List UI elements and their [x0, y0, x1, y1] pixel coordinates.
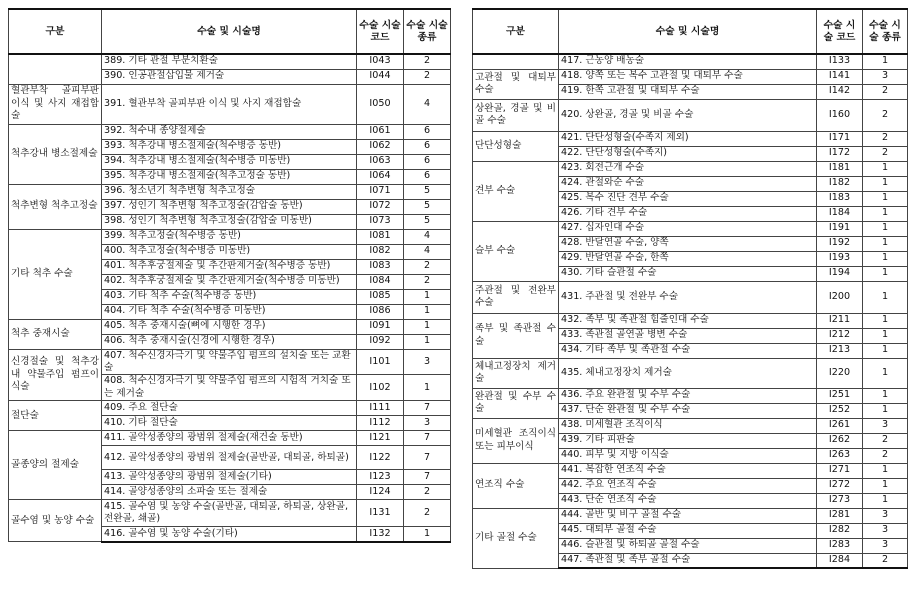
count-cell: 1: [863, 493, 908, 508]
name-cell: 442. 주요 연조직 수술: [559, 478, 817, 493]
code-cell: I183: [817, 191, 863, 206]
name-cell: 399. 척추고정술(척수병증 동반): [102, 229, 357, 244]
count-cell: 1: [863, 478, 908, 493]
category-cell: 골종양의 절제술: [9, 431, 102, 500]
category-cell: 척추변형 척추고정술: [9, 184, 102, 229]
code-cell: I082: [357, 244, 404, 259]
name-cell: 446. 슬관절 및 하퇴골 골절 수술: [559, 538, 817, 553]
count-cell: 3: [863, 69, 908, 84]
count-cell: 1: [404, 334, 451, 349]
name-cell: 447. 족관절 및 족부 골절 수술: [559, 553, 817, 568]
code-cell: I081: [357, 229, 404, 244]
category-cell: 슬부 수술: [473, 221, 559, 281]
category-cell: 신경절술 및 척추강내 약물주입 펌프이식술: [9, 349, 102, 401]
name-cell: 390. 인공관절삽입물 제거술: [102, 69, 357, 84]
code-cell: I284: [817, 553, 863, 568]
code-cell: I131: [357, 500, 404, 527]
count-cell: 1: [863, 266, 908, 281]
code-cell: I123: [357, 470, 404, 485]
count-cell: 4: [404, 244, 451, 259]
table-row: [9, 229, 451, 244]
header-name: 수술 및 시술명: [559, 9, 817, 54]
table-row: [9, 349, 451, 375]
count-cell: 4: [404, 84, 451, 124]
name-cell: 422. 단단성형술(수족지): [559, 146, 817, 161]
count-cell: 7: [404, 431, 451, 446]
name-cell: 402. 척추후궁절제술 및 추간판제거술(척수병증 미동반): [102, 274, 357, 289]
table-row: [9, 319, 451, 334]
code-cell: I160: [817, 99, 863, 131]
category-cell: 완관절 및 수부 수술: [473, 388, 559, 418]
code-cell: I061: [357, 124, 404, 139]
name-cell: 433. 족관절 골연골 병변 수술: [559, 328, 817, 343]
count-cell: 1: [404, 304, 451, 319]
count-cell: 6: [404, 154, 451, 169]
category-cell: 견부 수술: [473, 161, 559, 221]
code-cell: I200: [817, 281, 863, 313]
code-cell: I172: [817, 146, 863, 161]
code-cell: I124: [357, 485, 404, 500]
name-cell: 412. 골악성종양의 광범위 절제술(골반골, 대퇴골, 하퇴골): [102, 446, 357, 470]
header-code: 수술 시술 코드: [357, 9, 404, 54]
header-category: 구분: [9, 9, 102, 54]
name-cell: 393. 척추강내 병소절제술(척수병증 동반): [102, 139, 357, 154]
code-cell: I062: [357, 139, 404, 154]
code-cell: I091: [357, 319, 404, 334]
code-cell: I262: [817, 433, 863, 448]
code-cell: I184: [817, 206, 863, 221]
code-cell: I182: [817, 176, 863, 191]
name-cell: 443. 단순 연조직 수술: [559, 493, 817, 508]
count-cell: 2: [404, 259, 451, 274]
header-row: [473, 9, 908, 54]
code-cell: I220: [817, 358, 863, 388]
name-cell: 411. 골악성종양의 광범위 절제술(재건술 동반): [102, 431, 357, 446]
count-cell: 3: [863, 523, 908, 538]
code-cell: I212: [817, 328, 863, 343]
code-cell: I191: [817, 221, 863, 236]
code-cell: I102: [357, 375, 404, 401]
code-cell: I272: [817, 478, 863, 493]
count-cell: 1: [863, 328, 908, 343]
code-cell: I251: [817, 388, 863, 403]
category-cell: 상완골, 경골 및 비골 수술: [473, 99, 559, 131]
count-cell: 2: [863, 553, 908, 568]
count-cell: 5: [404, 184, 451, 199]
name-cell: 407. 척수신경자극기 및 약물주입 펌프의 설치술 또는 교환술: [102, 349, 357, 375]
table-row: [473, 358, 908, 388]
category-cell: 미세혈관 조직이식 또는 피부이식: [473, 418, 559, 463]
code-cell: I072: [357, 199, 404, 214]
table-row: [473, 69, 908, 84]
count-cell: 1: [863, 313, 908, 328]
code-cell: I194: [817, 266, 863, 281]
surgery-table-right: [472, 8, 908, 569]
count-cell: 7: [404, 446, 451, 470]
table-body: [9, 54, 451, 542]
name-cell: 419. 한쪽 고관절 및 대퇴부 수술: [559, 84, 817, 99]
name-cell: 414. 골양성종양의 소파술 또는 절제술: [102, 485, 357, 500]
code-cell: I073: [357, 214, 404, 229]
count-cell: 6: [404, 124, 451, 139]
category-cell: 주관절 및 전완부 수술: [473, 281, 559, 313]
code-cell: I063: [357, 154, 404, 169]
category-cell: [9, 54, 102, 84]
name-cell: 441. 복잡한 연조직 수술: [559, 463, 817, 478]
category-cell: 체내고정장치 제거술: [473, 358, 559, 388]
code-cell: I043: [357, 54, 404, 69]
count-cell: 1: [404, 319, 451, 334]
count-cell: 1: [863, 191, 908, 206]
code-cell: I211: [817, 313, 863, 328]
count-cell: 7: [404, 401, 451, 416]
code-cell: I092: [357, 334, 404, 349]
surgery-table-left: [8, 8, 451, 543]
count-cell: 2: [863, 433, 908, 448]
count-cell: 1: [863, 251, 908, 266]
name-cell: 437. 단순 완관절 및 수부 수술: [559, 403, 817, 418]
code-cell: I192: [817, 236, 863, 251]
name-cell: 444. 골반 및 비구 골절 수술: [559, 508, 817, 523]
name-cell: 430. 기타 슬관절 수술: [559, 266, 817, 281]
name-cell: 413. 골악성종양의 광범위 절제술(기타): [102, 470, 357, 485]
code-cell: I112: [357, 416, 404, 431]
count-cell: 4: [404, 229, 451, 244]
count-cell: 1: [404, 527, 451, 542]
table-row: [473, 161, 908, 176]
table-body: [473, 54, 908, 568]
count-cell: 1: [863, 358, 908, 388]
name-cell: 404. 기타 척추 수술(척수병증 미동반): [102, 304, 357, 319]
count-cell: 2: [404, 54, 451, 69]
category-cell: 혈관부착 골피부판 이식 및 사지 재접합술: [9, 84, 102, 124]
count-cell: 1: [404, 375, 451, 401]
table-row: [9, 84, 451, 124]
code-cell: I121: [357, 431, 404, 446]
count-cell: 3: [863, 508, 908, 523]
category-cell: 기타 척추 수술: [9, 229, 102, 319]
header-row: [9, 9, 451, 54]
code-cell: I281: [817, 508, 863, 523]
count-cell: 7: [404, 470, 451, 485]
count-cell: 2: [404, 69, 451, 84]
name-cell: 424. 관절와순 수술: [559, 176, 817, 191]
count-cell: 5: [404, 199, 451, 214]
code-cell: I261: [817, 418, 863, 433]
code-cell: I181: [817, 161, 863, 176]
count-cell: 2: [863, 448, 908, 463]
name-cell: 392. 척수내 종양절제술: [102, 124, 357, 139]
name-cell: 435. 체내고정장치 제거술: [559, 358, 817, 388]
name-cell: 436. 주요 완관절 및 수부 수술: [559, 388, 817, 403]
count-cell: 1: [863, 463, 908, 478]
count-cell: 2: [863, 131, 908, 146]
count-cell: 1: [863, 343, 908, 358]
name-cell: 423. 회전근개 수술: [559, 161, 817, 176]
count-cell: 2: [404, 500, 451, 527]
name-cell: 406. 척추 중재시술(신경에 시행한 경우): [102, 334, 357, 349]
code-cell: I044: [357, 69, 404, 84]
category-cell: 족부 및 족관절 수술: [473, 313, 559, 358]
name-cell: 397. 성인기 척추변형 척추고정술(감압술 동반): [102, 199, 357, 214]
code-cell: I213: [817, 343, 863, 358]
header-category: 구분: [473, 9, 559, 54]
code-cell: I122: [357, 446, 404, 470]
name-cell: 440. 피부 및 지방 이식술: [559, 448, 817, 463]
name-cell: 427. 십자인대 수술: [559, 221, 817, 236]
code-cell: I084: [357, 274, 404, 289]
code-cell: I085: [357, 289, 404, 304]
name-cell: 400. 척추고정술(척수병증 미동반): [102, 244, 357, 259]
header-name: 수술 및 시술명: [102, 9, 357, 54]
name-cell: 432. 족부 및 족관절 힘줄인대 수술: [559, 313, 817, 328]
table-row: [473, 99, 908, 131]
code-cell: I086: [357, 304, 404, 319]
code-cell: I050: [357, 84, 404, 124]
name-cell: 429. 반달연골 수술, 한쪽: [559, 251, 817, 266]
count-cell: 2: [404, 274, 451, 289]
code-cell: I283: [817, 538, 863, 553]
count-cell: 5: [404, 214, 451, 229]
table-row: [9, 184, 451, 199]
code-cell: I141: [817, 69, 863, 84]
count-cell: 2: [404, 485, 451, 500]
category-cell: 절단술: [9, 401, 102, 431]
name-cell: 439. 기타 피판술: [559, 433, 817, 448]
name-cell: 434. 기타 족부 및 족관절 수술: [559, 343, 817, 358]
count-cell: 1: [863, 206, 908, 221]
name-cell: 428. 반달연골 수술, 양쪽: [559, 236, 817, 251]
count-cell: 1: [863, 388, 908, 403]
count-cell: 1: [863, 161, 908, 176]
name-cell: 409. 주요 절단술: [102, 401, 357, 416]
code-cell: I071: [357, 184, 404, 199]
count-cell: 2: [863, 99, 908, 131]
table-row: [9, 500, 451, 527]
code-cell: I133: [817, 54, 863, 69]
name-cell: 396. 청소년기 척추변형 척추고정술: [102, 184, 357, 199]
category-cell: 골수염 및 농양 수술: [9, 500, 102, 542]
count-cell: 3: [404, 349, 451, 375]
table-row: [9, 431, 451, 446]
table-row: [473, 508, 908, 523]
name-cell: 417. 근농양 배농술: [559, 54, 817, 69]
name-cell: 394. 척추강내 병소절제술(척수병증 미동반): [102, 154, 357, 169]
count-cell: 2: [863, 84, 908, 99]
header-code: 수술 시술 코드: [817, 9, 863, 54]
name-cell: 431. 주관절 및 전완부 수술: [559, 281, 817, 313]
name-cell: 389. 기타 관절 부분치환술: [102, 54, 357, 69]
code-cell: I083: [357, 259, 404, 274]
count-cell: 1: [404, 289, 451, 304]
name-cell: 395. 척추강내 병소절제술(척추고정술 동반): [102, 169, 357, 184]
table-row: [473, 463, 908, 478]
table-row: [9, 54, 451, 69]
name-cell: 405. 척추 중재시술(뼈에 시행한 경우): [102, 319, 357, 334]
name-cell: 401. 척추후궁절제술 및 추간판제거술(척수병증 동반): [102, 259, 357, 274]
table-row: [473, 221, 908, 236]
count-cell: 6: [404, 139, 451, 154]
table-row: [9, 124, 451, 139]
name-cell: 410. 기타 절단술: [102, 416, 357, 431]
code-cell: I252: [817, 403, 863, 418]
code-cell: I273: [817, 493, 863, 508]
count-cell: 1: [863, 403, 908, 418]
code-cell: I111: [357, 401, 404, 416]
table-row: [473, 313, 908, 328]
table-row: [473, 388, 908, 403]
table-row: [473, 281, 908, 313]
name-cell: 425. 복수 진단 견부 수술: [559, 191, 817, 206]
code-cell: I271: [817, 463, 863, 478]
name-cell: 391. 혈관부착 골피부판 이식 및 사지 재접합술: [102, 84, 357, 124]
count-cell: 1: [863, 54, 908, 69]
header-count: 수술 시술 종류: [863, 9, 908, 54]
code-cell: I132: [357, 527, 404, 542]
name-cell: 420. 상완골, 경골 및 비골 수술: [559, 99, 817, 131]
table-row: [473, 418, 908, 433]
table-row: [9, 401, 451, 416]
name-cell: 426. 기타 견부 수술: [559, 206, 817, 221]
count-cell: 1: [863, 176, 908, 191]
table-row: [473, 54, 908, 69]
count-cell: 3: [404, 416, 451, 431]
code-cell: I263: [817, 448, 863, 463]
count-cell: 1: [863, 221, 908, 236]
category-cell: 고관절 및 대퇴부 수술: [473, 69, 559, 99]
count-cell: 3: [863, 418, 908, 433]
count-cell: 1: [863, 281, 908, 313]
count-cell: 2: [863, 146, 908, 161]
name-cell: 445. 대퇴부 골절 수술: [559, 523, 817, 538]
name-cell: 398. 성인기 척추변형 척추고정술(감압술 미동반): [102, 214, 357, 229]
category-cell: 단단성형술: [473, 131, 559, 161]
category-cell: 기타 골절 수술: [473, 508, 559, 568]
code-cell: I282: [817, 523, 863, 538]
name-cell: 403. 기타 척추 수술(척수병증 동반): [102, 289, 357, 304]
table-row: [473, 131, 908, 146]
category-cell: 연조직 수술: [473, 463, 559, 508]
category-cell: 척추강내 병소절제술: [9, 124, 102, 184]
name-cell: 416. 골수염 및 농양 수술(기타): [102, 527, 357, 542]
code-cell: I142: [817, 84, 863, 99]
code-cell: I171: [817, 131, 863, 146]
code-cell: I193: [817, 251, 863, 266]
count-cell: 6: [404, 169, 451, 184]
count-cell: 3: [863, 538, 908, 553]
name-cell: 438. 미세혈관 조직이식: [559, 418, 817, 433]
name-cell: 415. 골수염 및 농양 수술(골반골, 대퇴골, 하퇴골, 상완골, 전완골, 쇄골): [102, 500, 357, 527]
category-cell: 척추 중재시술: [9, 319, 102, 349]
name-cell: 418. 양쪽 또는 복수 고관절 및 대퇴부 수술: [559, 69, 817, 84]
code-cell: I064: [357, 169, 404, 184]
name-cell: 408. 척수신경자극기 및 약물주입 펌프의 시험적 거치술 또는 제거술: [102, 375, 357, 401]
category-cell: [473, 54, 559, 69]
name-cell: 421. 단단성형술(수족지 제외): [559, 131, 817, 146]
code-cell: I101: [357, 349, 404, 375]
count-cell: 1: [863, 236, 908, 251]
header-count: 수술 시술 종류: [404, 9, 451, 54]
